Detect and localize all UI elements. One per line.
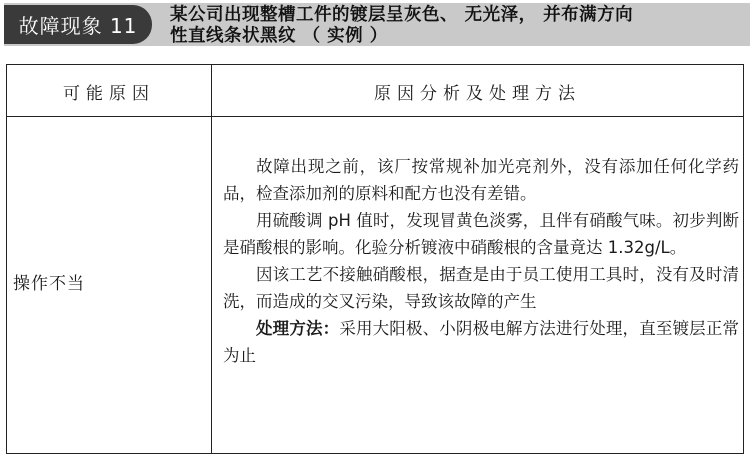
header-possible-cause: 可能原因 bbox=[63, 83, 155, 104]
analysis-cell bbox=[223, 153, 739, 369]
treatment-text: 采用大阳极、小阴极电解方法进行处理，直至镀层正常为止 bbox=[223, 319, 740, 365]
cause-cell: 操作不当 bbox=[13, 274, 85, 294]
fault-title-line-1: 某公司出现整槽工件的镀层呈灰色、 无光泽， 并布满方向 bbox=[170, 5, 634, 25]
treatment-label: 处理方法： bbox=[256, 319, 340, 338]
fault-title-line-2: 性直线条状黑纹 （ 实例 ） bbox=[170, 26, 388, 46]
column-divider bbox=[211, 65, 212, 453]
analysis-paragraph-1: 故障出现之前，该厂按常规补加光亮剂外，没有添加任何化学药品，检查添加剂的原料和配方也没有差错。 bbox=[223, 157, 739, 203]
analysis-table bbox=[6, 64, 744, 454]
header-analysis-method: 原因分析及处理方法 bbox=[374, 83, 581, 104]
fault-number-tag: 故障现象 11 bbox=[4, 5, 152, 44]
analysis-paragraph-3: 因该工艺不接触硝酸根，据查是由于员工使用工具时，没有及时清洗，而造成的交叉污染，导致该故障的产生 bbox=[223, 265, 739, 311]
fault-title bbox=[170, 5, 745, 47]
analysis-paragraph-2: 用硫酸调 pH 值时，发现冒黄色淡雾，且伴有硝酸气味。初步判断是硝酸根的影响。化验分析镀液中硝酸根的含量竟达 1.32g/L。 bbox=[223, 211, 739, 257]
treatment-paragraph bbox=[223, 315, 739, 369]
